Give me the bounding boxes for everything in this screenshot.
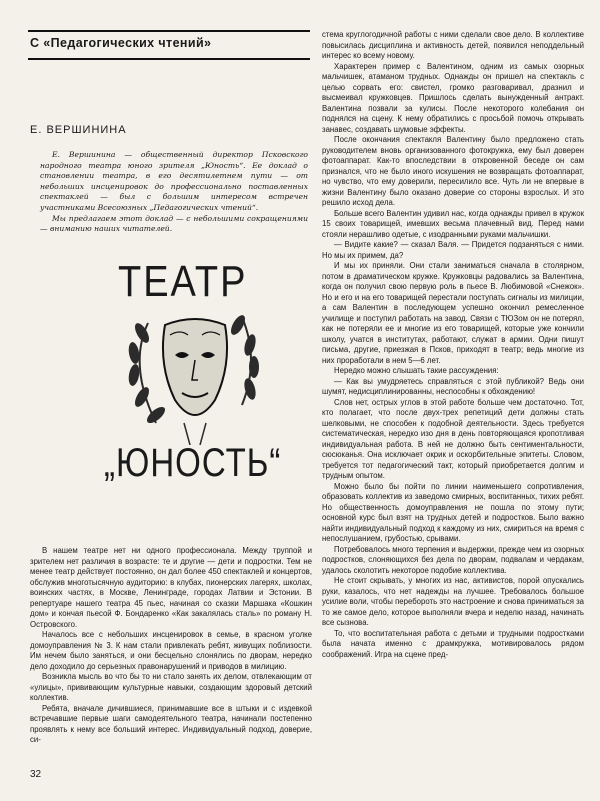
intro-block	[40, 150, 308, 235]
body-paragraph: Ребята, вначале дичившиеся, принимавшие все в штыки и с издевкой встречавшие первые шаги самодеятельного театра, начинали постепенно проявлять к нему все больший интерес. Индивидуальный подход, доверие, си-	[30, 703, 312, 744]
body-paragraph: После окончания спектакля Валентину было предложено стать руководителем вновь организованного фотокружка, ему был доверен фотоаппарат. Как-то впоследствии в откровенной беседе он сам признался, что не было иного искушения не возвращать фотоаппарат, но чувство, что ему доверили, пересилило все. Чуть ли не впервые в жизни Валентину было оказано доверие со стороны взрослых. И это решило исход дела.	[322, 135, 584, 207]
body-paragraph: Возникла мысль во что бы то ни стало занять их делом, отвлекающим от «улицы», прививающим культурные навыки, создающим здоровый детский коллектив.	[30, 672, 312, 702]
body-paragraph: Слов нет, острых углов в этой работе больше чем достаточно. Тот, кто полагает, что после двух-трех репетиций дети должны стать шелковыми, не способен к подобной деятельности. Здесь требуется систематическая, нередко изо дня в день повторяющаяся кропотливая индивидуальная работа. В ней не должно быть сентиментальности, сюсюканья. Она исключает окрик и оскорбительные эпитеты. Словом, требуется тот педагогический такт, который приобретается долгим и трудным опытом.	[322, 397, 584, 480]
article-column-left	[30, 546, 312, 746]
body-paragraph: И мы их приняли. Они стали заниматься сначала в столярном, потом в драматическом кружке. Кружковцы радовались за Валентина, когда он получил свою первую роль в пьесе В. Любимовой «Снежок». Но и его и на его товарищей перестали поступать сигналы из милиции, а сам Валентин в последующем успешно окончил ремесленное училище и поступил работать на завод. Связи с ТЮЗом он не потерял, как не потеряли ее и многие из его товарищей, которые уже кончили школу, учатся в институтах, работают, служат в армии. Одни пишут письма, другие, приезжая в Псков, приходят в театр; ведь многие из них проработали в нем 5—6 лет.	[322, 261, 584, 365]
body-paragraph: Больше всего Валентин удивил нас, когда однажды привел в кружок 15 своих товарищей, имевших весьма плачевный вид. Перед нами стояли нерашливо одетые, с изодранными руками мальчишки.	[322, 208, 584, 239]
body-paragraph: В нашем театре нет ни одного профессионала. Между труппой и зрителем нет различия в возрасте: те и другие — дети и подростки. Тем не менее театр действует постоянно, он дал более 450 спектаклей и концертов, обслужив многотысячную аудиторию: в клубах, пионерских лагерях, школах, воинских частях, в Москве, Ленинграде, городах Латвии и Эстонии. В репертуаре нашего театра 45 пьес, начиная со сказки Маршака «Кошкин дом» и кончая пьесой Ф. Бондаренко «Как закалялась сталь» по роману Н. Островского.	[30, 546, 312, 629]
body-paragraph: То, что воспитательная работа с детьми и трудными подростками была начата именно с драмкружка, мотивировалось рядом соображений. Игра на сцене пред-	[322, 628, 584, 659]
header-rule-bottom	[28, 58, 310, 60]
body-paragraph: — Как вы умудряетесь справляться с этой публикой? Ведь они шумят, недисциплинированны, неспособны к обхождению!	[322, 376, 584, 396]
author-name: Е. ВЕРШИНИНА	[30, 124, 127, 136]
body-paragraph: Потребовалось много терпения и выдержки, прежде чем из озорных подростков, слоняющихся без дела по дворам, подвалам и чердакам, удалось сколотить некоторое подобие коллектива.	[322, 544, 584, 575]
header-rule-top	[28, 30, 310, 32]
body-paragraph: Не стоит скрывать, у многих из нас, активистов, порой опускались руки, казалось, что нет надежды на лучшее. Требовалось большое усилие воли, чтобы перебороть это настроение и снова приниматься за то же самое дело, которое выполняли вчера и неделю назад, начинать все сызнова.	[322, 576, 584, 627]
body-paragraph: Нередко можно слышать такие рассуждения:	[334, 366, 499, 375]
intro-paragraph: Мы предлагаем этот доклад — с небольшими сокращениями — вниманию наших читателей.	[40, 213, 308, 234]
article-title-line2: „ЮНОСТЬ“	[104, 440, 282, 485]
theatre-mask-icon	[120, 305, 270, 445]
intro-paragraph: Е. Вершинина — общественный директор Псковского народного театра юного зрителя „Юность“. Ее доклад о становлении театра, в его десятилетнем пути — от небольших инсценировок до профессионально поставленных спектаклей — был с большим интересом встречен участниками Всесоюзных „Педагогических чтений“.	[40, 150, 308, 212]
body-paragraph: Характерен пример с Валентином, одним из самых озорных мальчишек, атаманом трудных. Однажды он пришел на спектакль с целью сорвать его: свистел, громко разговаривал, дразнил и высмеивал кружковцев. Пришлось сделать вынужденный антракт. Валентина позвали за кулисы. После некоторого колебания он поднялся на сцену. К нему обратились с просьбой помочь открывать занавес, создавать шумовые эффекты.	[322, 61, 584, 134]
article-column-right	[322, 30, 584, 660]
body-paragraph: — Видите какие? — сказал Валя. — Придется подзаняться с ними. Но мы их примем, да?	[322, 240, 584, 260]
body-paragraph: Можно было бы пойти по линии наименьшего сопротивления, образовать коллектив из заведомо смирных, воспитанных, тихих ребят. Но общественность домоуправления не пошла по этому пути; основной курс был взят на трудных детей и подростков. Было важно найти индивидуальный подход к каждому из них, смириться на время с непослушанием, грубостью, срывами.	[322, 481, 584, 543]
section-header: С «Педагогических чтений»	[30, 36, 212, 50]
page-number: 32	[30, 769, 42, 780]
article-title-line1: ТЕАТР	[118, 258, 248, 307]
body-paragraph: стема круглогодичной работы с ними сделали свое дело. В коллективе повысилась дисциплина и активность детей, появился неподдельный интерес ко всему новому.	[322, 30, 584, 60]
body-paragraph: Началось все с небольших инсценировок в семье, в красном уголке домоуправления № 3. К нам стали привлекать ребят, живущих поблизости. Им нечем было заняться, и они бесцельно слонялись по дворам, нередко дело доходило до серьезных правонарушений и приводов в милицию.	[30, 630, 312, 671]
